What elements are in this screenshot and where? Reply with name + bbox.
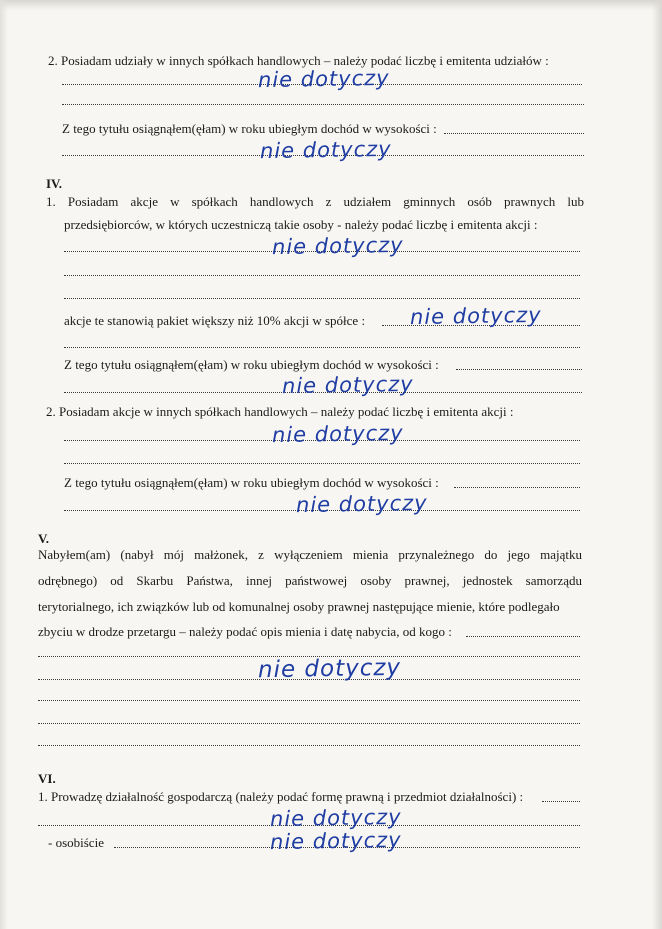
s5-line4: zbyciu w drodze przetargu – należy podać opis mienia i datę nabycia, od kogo : [38,624,452,639]
answer-line [38,745,580,746]
scan-edge-left [0,0,8,929]
s3-income-text: Z tego tytułu osiągnąłem(ęłam) w roku ubiegłym dochód w wysokości : [62,121,437,136]
answer-line [542,801,580,802]
s4-q2-text: 2. Posiadam akcje w innych spółkach handlowych – należy podać liczbę i emitenta akcji : [46,404,514,419]
handwritten-answer: nie dotyczy [257,654,402,684]
answer-line [466,636,580,637]
s4-q1-line2: przedsiębiorców, w których uczestniczą takie osoby - należy podać liczbę i emitenta akcji : [64,217,538,232]
s5-line2: odrębnego) od Skarbu Państwa, innej państwowej osoby prawnej, jednostek samorządu [38,573,582,588]
section-vi-title: VI. [38,771,56,786]
handwritten-answer: nie dotyczy [271,420,404,448]
handwritten-answer: nie dotyczy [281,371,414,399]
handwritten-answer: nie dotyczy [271,232,404,260]
s6-q1-text: 1. Prowadzę działalność gospodarczą (należy podać formę prawną i przedmiot działalności) : [38,789,524,804]
answer-line [64,275,580,276]
answer-line [38,723,580,724]
scan-edge-right [652,0,662,929]
s5-line3: terytorialnego, ich związków lub od komunalnej osoby prawnej następujące mienie, które podlegało [38,599,560,614]
s4-stake-text: akcje te stanowią pakiet większy niż 10% akcji w spółce : [64,313,366,328]
handwritten-answer: nie dotyczy [269,804,402,832]
handwritten-answer: nie dotyczy [409,302,542,330]
handwritten-answer: nie dotyczy [259,136,392,164]
answer-line [454,487,580,488]
handwritten-answer: nie dotyczy [295,490,428,518]
answer-line [38,700,580,701]
s6-personal-text: - osobiście [48,835,104,850]
s3-q2-text: 2. Posiadam udziały w innych spółkach handlowych – należy podać liczbę i emitenta udziałów : [48,53,549,68]
s4-income1-text: Z tego tytułu osiągnąłem(ęłam) w roku ubiegłym dochód w wysokości : [64,357,439,372]
answer-line [444,133,584,134]
answer-line [64,463,580,464]
scan-edge-top [0,0,662,10]
section-v-title: V. [38,531,49,546]
handwritten-answer: nie dotyczy [257,65,390,93]
section-iv-title: IV. [46,176,63,191]
answer-line [64,298,580,299]
handwritten-answer: nie dotyczy [269,827,402,855]
answer-line [64,347,580,348]
answer-line [62,104,584,105]
s4-income2-text: Z tego tytułu osiągnąłem(ęłam) w roku ubiegłym dochód w wysokości : [64,475,439,490]
s4-q1-line1: 1. Posiadam akcje w spółkach handlowych z udziałem gminnych osób prawnych lub [46,194,584,209]
answer-line [456,369,582,370]
s5-line1: Nabyłem(am) (nabył mój małżonek, z wyłączeniem mienia przynależnego do jego majątku [38,547,582,562]
